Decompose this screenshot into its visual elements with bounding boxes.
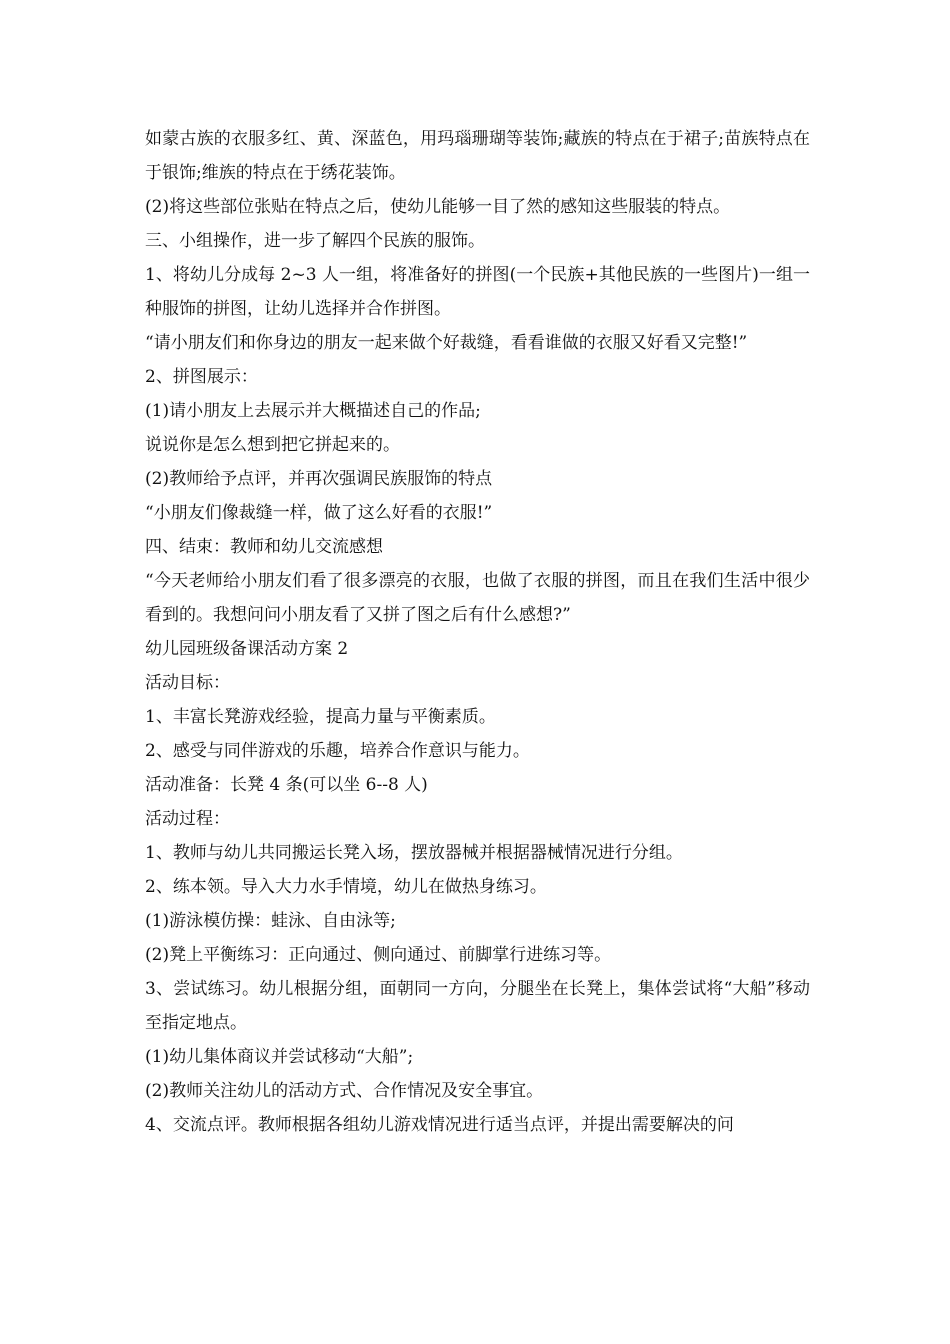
paragraph: (2)将这些部位张贴在特点之后，使幼儿能够一目了然的感知这些服装的特点。 <box>145 197 731 217</box>
paragraph: 1、丰富长凳游戏经验，提高力量与平衡素质。 <box>145 707 496 727</box>
document-title: 幼儿园班级备课活动方案 2 <box>145 639 349 659</box>
paragraph: 说说你是怎么想到把它拼起来的。 <box>145 435 400 455</box>
paragraph: (2)教师关注幼儿的活动方式、合作情况及安全事宜。 <box>145 1081 544 1101</box>
quote: “今天老师给小朋友们看了很多漂亮的衣服，也做了衣服的拼图，而且在我们生活中很少看到的。我想问问小朋友看了又拼了图之后有什么感想?” <box>145 571 810 625</box>
paragraph: (1)游泳模仿操：蛙泳、自由泳等; <box>145 911 396 931</box>
paragraph: 1、将幼儿分成每 2~3 人一组，将准备好的拼图(一个民族+其他民族的一些图片)一组一种服饰的拼图，让幼儿选择并合作拼图。 <box>145 265 810 319</box>
paragraph: 活动准备：长凳 4 条(可以坐 6--8 人) <box>145 775 428 795</box>
paragraph: (1)幼儿集体商议并尝试移动“大船”; <box>145 1047 414 1067</box>
quote: “请小朋友们和你身边的朋友一起来做个好裁缝，看看谁做的衣服又好看又完整!” <box>145 333 748 353</box>
paragraph: 2、练本领。导入大力水手情境，幼儿在做热身练习。 <box>145 877 547 897</box>
quote: “小朋友们像裁缝一样，做了这么好看的衣服!” <box>145 503 493 523</box>
paragraph: 1、教师与幼儿共同搬运长凳入场，摆放器械并根据器械情况进行分组。 <box>145 843 683 863</box>
section-heading: 三、小组操作，进一步了解四个民族的服饰。 <box>145 231 485 251</box>
paragraph: (2)教师给予点评，并再次强调民族服饰的特点 <box>145 469 493 489</box>
section-heading: 活动目标： <box>145 673 230 693</box>
paragraph: (1)请小朋友上去展示并大概描述自己的作品; <box>145 401 481 421</box>
paragraph: (2)凳上平衡练习：正向通过、侧向通过、前脚掌行进练习等。 <box>145 945 612 965</box>
paragraph: 2、感受与同伴游戏的乐趣，培养合作意识与能力。 <box>145 741 530 761</box>
paragraph: 如蒙古族的衣服多红、黄、深蓝色，用玛瑙珊瑚等装饰;藏族的特点在于裙子;苗族特点在于银饰;维族的特点在于绣花装饰。 <box>145 129 810 183</box>
document-body <box>145 122 810 1142</box>
section-heading: 四、结束：教师和幼儿交流感想 <box>145 537 383 557</box>
section-heading: 活动过程： <box>145 809 230 829</box>
paragraph: 4、交流点评。教师根据各组幼儿游戏情况进行适当点评，并提出需要解决的问 <box>145 1115 734 1135</box>
paragraph: 3、尝试练习。幼儿根据分组，面朝同一方向，分腿坐在长凳上，集体尝试将“大船”移动至指定地点。 <box>145 979 810 1033</box>
paragraph: 2、拼图展示： <box>145 367 258 387</box>
